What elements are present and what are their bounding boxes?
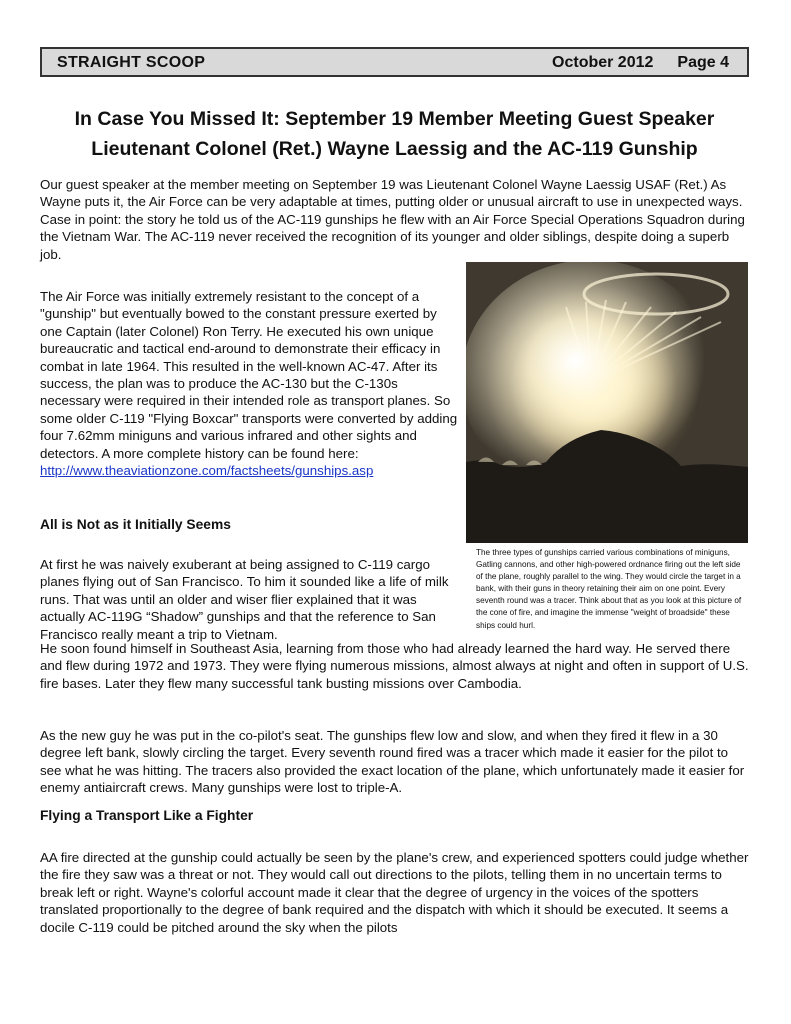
aa-fire-paragraph: AA fire directed at the gunship could actually be seen by the plane's crew, and experienced spotters could judge whether the fire they saw was a threat or not. They would call out directions to the pilots, telling them in no uncertain terms to break left or right. Wayne's colorful account made it clear that the degree of urgency in the voices of the spotters translated proportionally to the degree of bank required and the dispatch with which it should be executed. It seems a docile C-119 could be pitched around the sky when the pilots — [40, 850, 749, 935]
gunship-cone-of-fire-photo — [466, 262, 748, 543]
section-heading-transport-fighter: Flying a Transport Like a Fighter — [40, 808, 254, 823]
intro-paragraph: Our guest speaker at the member meeting on September 19 was Lieutenant Colonel Wayne Laessig USAF (Ret.) As Wayne puts it, the Air Force can be very adaptable at times, putting older or unusual aircraft to use in unexpected ways. Case in point: the story he told us of the AC-119 gunships he flew with an Air Force Special Operations Squadron during the Vietnam War. The AC-119 never received the recognition of its younger and older siblings, despite doing a superb job. — [40, 177, 745, 262]
headline-line-1: In Case You Missed It: September 19 Member Meeting Guest Speaker — [74, 108, 715, 130]
copilot-paragraph: As the new guy he was put in the co-pilot's seat. The gunships flew low and slow, and when they fired it flew in a 30 degree left bank, slowly circling the target. Every seventh round fired was a tracer which made it easier for the pilot to see what he was hitting. The tracers also provided the exact location of the plane, which unfortunately made it easier for enemy antiaircraft crews. Many gunships were lost to triple-A. — [40, 728, 745, 796]
headline-line-2: Lieutenant Colonel (Ret.) Wayne Laessig and the AC-119 Gunship — [91, 138, 698, 160]
southeast-asia-paragraph: He soon found himself in Southeast Asia, learning from those who had already learned the hard way. He served there and flew during 1972 and 1973. They were flying numerous missions, almost always at night and often in support of U.S. fire bases. Later they flew many successful tank busting missions over Cambodia. — [40, 641, 749, 691]
page-number: Page 4 — [677, 54, 729, 71]
issue-date: October 2012 — [552, 54, 654, 71]
assignment-paragraph: At first he was naively exuberant at being assigned to C-119 cargo planes flying out of San Francisco. To him it sounded like a life of milk runs. That was until an older and wiser flier explained that it was actually AC-119G “Shadow” gunships and that the reference to San Francisco really meant a trip to Vietnam. — [40, 557, 449, 642]
cone-of-fire-illustration — [466, 262, 748, 543]
gunship-history-link[interactable]: http://www.theaviationzone.com/factsheets/gunships.asp — [40, 463, 374, 479]
photo-caption: The three types of gunships carried various combinations of miniguns, Gatling cannons, and other high-powered ordnance firing out the left side of the plane, roughly parallel to the wing. They would circle the target in a bank, with their guns in theory retaining their aim on one point. Every seventh round was a tracer. Think about that as you look at this picture of the cone of fire, and imagine the immense "weight of broadside" these ships could hurl. — [476, 548, 742, 630]
section-heading-initially-seems: All is Not as it Initially Seems — [40, 517, 231, 532]
newsletter-title: STRAIGHT SCOOP — [57, 54, 206, 71]
issue-info — [552, 54, 729, 72]
newsletter-header-bar — [40, 47, 749, 77]
history-text: The Air Force was initially extremely resistant to the concept of a "gunship" but eventually bowed to the constant pressure exerted by one Captain (later Colonel) Ron Terry. He executed his own unique bureaucratic and tactical end-around to demonstrate their efficacy in combat in late 1964. This resulted in the well-known AC-47. After its success, the plan was to produce the AC-130 but the C-130s necessary were required in their intended role as transport planes. So some older C-119 "Flying Boxcar" transports were converted by adding four 7.62mm miniguns and various infrared and other sights and detectors. A more complete history can be found here: — [40, 289, 458, 461]
article-headline — [40, 104, 749, 164]
history-paragraph — [40, 288, 460, 479]
